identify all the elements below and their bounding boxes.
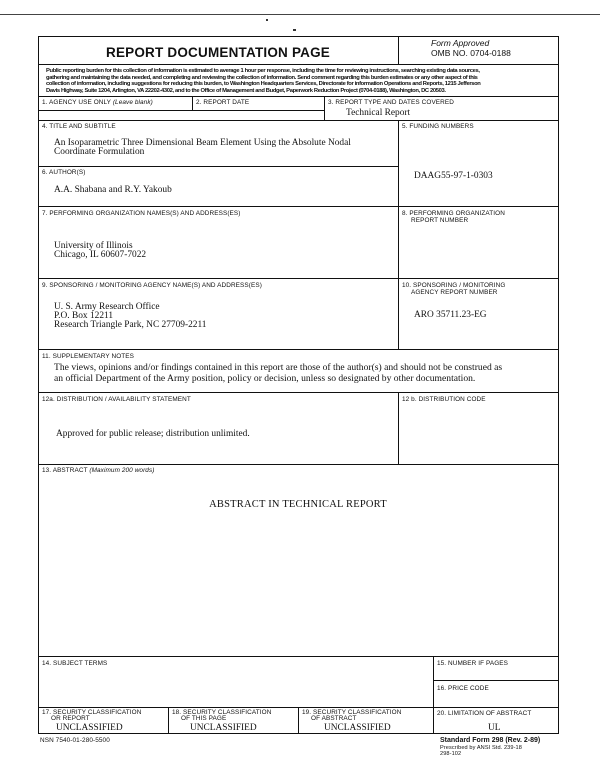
report-date-label: 2. REPORT DATE — [196, 99, 250, 106]
limitation-label: 20. LIMITATION OF ABSTRACT — [437, 710, 532, 717]
performing-org-line: Chicago, IL 60607-7022 — [54, 250, 147, 260]
burden-line: Public reporting burden for this collection of information is estimated to average 1 hour per response, including the time for reviewing instructions, searching existing data sources, — [46, 68, 480, 74]
price-code-label: 16. PRICE CODE — [437, 685, 489, 692]
abstract-note: (Maximum 200 words) — [89, 467, 155, 474]
subject-terms-field[interactable] — [54, 674, 424, 702]
sponsoring-report-field[interactable]: ARO 35711.23-EG — [414, 310, 487, 320]
form-approved: Form Approved — [431, 38, 490, 48]
sec-page-field[interactable]: UNCLASSIFIED — [190, 723, 257, 733]
burden-line: collection of information, including suggestions for reducing this burden, to Washington Headquarters Services, Directorate for information Operations and Reports, 1215 Jefferson — [46, 81, 481, 88]
burden-statement — [46, 68, 552, 94]
form-code: 298-102 — [440, 751, 462, 757]
scan-mark — [266, 19, 268, 21]
title-label: 4. TITLE AND SUBTITLE — [42, 123, 116, 130]
omb-number: OMB NO. 0704-0188 — [431, 48, 511, 58]
performing-report-field[interactable] — [414, 240, 544, 250]
agency-use-note: (Leave blank) — [112, 99, 153, 106]
scan-mark — [293, 29, 296, 31]
performing-org-label: 7. PERFORMING ORGANIZATION NAMES(S) AND ADDRESS(ES) — [42, 210, 241, 217]
agency-use-field[interactable] — [44, 111, 184, 119]
abstract-label: 13. ABSTRACT (Maximum 200 words) — [42, 467, 155, 474]
supplementary-line: The views, opinions and/or findings contained in this report are those of the author(s) and should not be construed as — [54, 362, 503, 373]
agency-use-label: 1. AGENCY USE ONLY (Leave blank) — [42, 99, 153, 106]
report-date-field[interactable] — [198, 111, 318, 119]
burden-line: gathering and maintaining the data needed, and completing and reviewing the collection of information. Send comment regarding this burden estimates or any other aspect of this — [46, 74, 478, 81]
prescribed-by: Prescribed by ANSI Std. 239-18 — [440, 745, 522, 751]
top-rule — [0, 14, 600, 15]
performing-org-line: University of Illinois — [54, 241, 133, 251]
distribution-label: 12a. DISTRIBUTION / AVAILABILITY STATEMENT — [42, 396, 191, 403]
sponsoring-line: Research Triangle Park, NC 27709-2211 — [54, 319, 207, 330]
sponsoring-line: P.O. Box 12211 — [54, 310, 114, 321]
limitation-field[interactable]: UL — [488, 723, 501, 733]
supplementary-field[interactable] — [54, 363, 502, 384]
sec-report-field[interactable]: UNCLASSIFIED — [56, 723, 123, 733]
sponsoring-label: 9. SPONSORING / MONITORING AGENCY NAME(S) AND ADDRESS(ES) — [42, 282, 262, 289]
price-code-field[interactable] — [440, 695, 550, 704]
sec-report-label: 17. SECURITY CLASSIFICATION OR REPORT — [42, 709, 142, 723]
funding-label: 5. FUNDING NUMBERS — [402, 123, 474, 130]
page-title: REPORT DOCUMENTATION PAGE — [106, 45, 330, 60]
funding-field[interactable]: DAAG55-97-1-0303 — [414, 171, 493, 181]
performing-org-field[interactable] — [54, 242, 146, 260]
report-type-label: 3. REPORT TYPE AND DATES COVERED — [328, 99, 454, 106]
supplementary-label: 11. SUPPLEMENTARY NOTES — [42, 353, 135, 360]
report-type-field[interactable]: Technical Report — [346, 108, 411, 118]
title-field[interactable] — [54, 139, 351, 157]
distribution-code-field[interactable] — [414, 410, 544, 450]
abstract-field[interactable]: ABSTRACT IN TECHNICAL REPORT — [209, 499, 387, 510]
title-line: An Isoparametric Three Dimensional Beam Element Using the Absolute Nodal — [54, 138, 351, 148]
sec-abstract-field[interactable]: UNCLASSIFIED — [324, 723, 391, 733]
nsn-number: NSN 7540-01-280-5500 — [40, 737, 110, 744]
sec-page-label: 18. SECURITY CLASSIFICATION OF THIS PAGE — [172, 709, 272, 723]
subject-terms-label: 14. SUBJECT TERMS — [42, 660, 108, 667]
distribution-code-label: 12 b. DISTRIBUTION CODE — [402, 396, 486, 403]
performing-report-label: 8. PERFORMING ORGANIZATION REPORT NUMBER — [402, 210, 505, 224]
sec-abstract-label: 19. SECURITY CLASSIFICATION OF ABSTRACT — [302, 709, 402, 723]
authors-field[interactable]: A.A. Shabana and R.Y. Yakoub — [54, 185, 172, 195]
num-pages-field[interactable] — [440, 669, 550, 678]
authors-label: 6. AUTHOR(S) — [42, 169, 86, 176]
title-line: Coordinate Formulation — [54, 147, 145, 157]
standard-form: Standard Form 298 (Rev. 2-89) — [440, 737, 541, 744]
sponsoring-report-label: 10. SPONSORING / MONITORING AGENCY REPORT NUMBER — [402, 282, 506, 296]
burden-line: Davis Highway, Suite 1204, Arlington, VA 22202-4302, and to the Office of Management and Budget, Paperwork Reduction Project (0704-0188), Washington, DC 20503. — [46, 87, 446, 94]
sponsoring-line: U. S. Army Research Office — [54, 302, 160, 312]
distribution-field[interactable]: Approved for public release; distribution unlimited. — [56, 429, 250, 439]
num-pages-label: 15. NUMBER IF PAGES — [437, 660, 509, 667]
sponsoring-field[interactable] — [54, 303, 207, 329]
supplementary-line: an official Department of the Army position, policy or decision, unless so designated by other documentation. — [54, 372, 476, 384]
